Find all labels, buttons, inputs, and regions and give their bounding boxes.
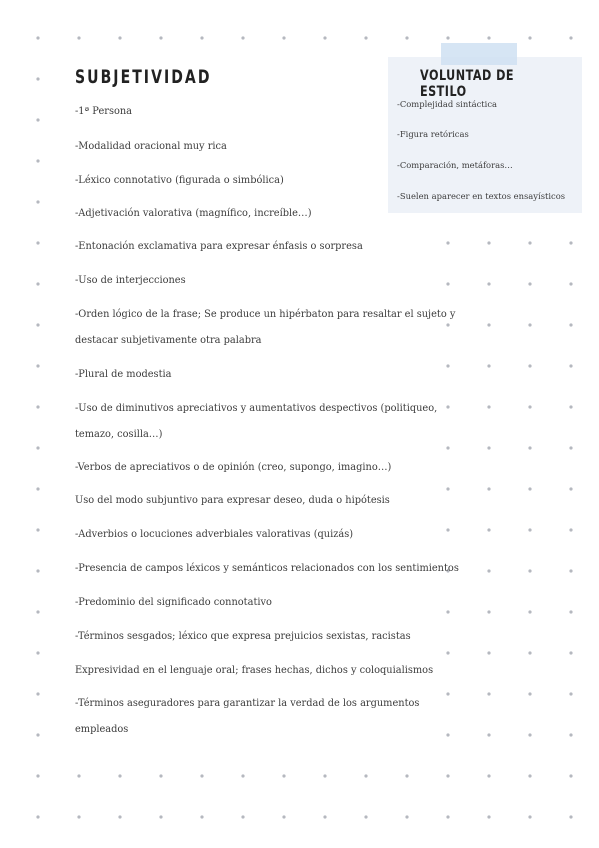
grid-dot	[446, 528, 449, 531]
grid-dot	[36, 77, 39, 80]
grid-dot	[569, 651, 572, 654]
grid-dot	[36, 405, 39, 408]
grid-dot	[77, 774, 80, 777]
grid-dot	[323, 815, 326, 818]
grid-dot	[446, 36, 449, 39]
grid-dot	[282, 36, 285, 39]
grid-dot	[36, 487, 39, 490]
grid-dot	[446, 446, 449, 449]
grid-dot	[487, 446, 490, 449]
grid-dot	[487, 487, 490, 490]
grid-dot	[487, 733, 490, 736]
list-item: -Plural de modestia	[75, 369, 172, 380]
grid-dot	[487, 651, 490, 654]
grid-dot	[528, 36, 531, 39]
grid-dot	[241, 36, 244, 39]
washi-tape	[441, 43, 517, 65]
grid-dot	[405, 774, 408, 777]
grid-dot	[36, 815, 39, 818]
list-item: temazo, cosilla…)	[75, 429, 163, 440]
grid-dot	[36, 282, 39, 285]
grid-dot	[569, 815, 572, 818]
grid-dot	[36, 569, 39, 572]
grid-dot	[528, 446, 531, 449]
grid-dot	[528, 651, 531, 654]
grid-dot	[528, 692, 531, 695]
grid-dot	[446, 487, 449, 490]
grid-dot	[528, 487, 531, 490]
grid-dot	[446, 692, 449, 695]
list-item: -Presencia de campos léxicos y semánticos relacionados con los sentimientos	[75, 563, 459, 574]
grid-dot	[36, 651, 39, 654]
grid-dot	[405, 815, 408, 818]
grid-dot	[36, 692, 39, 695]
list-item: Uso del modo subjuntivo para expresar deseo, duda o hipótesis	[75, 495, 390, 506]
grid-dot	[36, 774, 39, 777]
grid-dot	[241, 774, 244, 777]
list-item: -Adverbios o locuciones adverbiales valorativas (quizás)	[75, 529, 354, 540]
grid-dot	[487, 692, 490, 695]
list-item: -Léxico connotativo (figurada o simbólica)	[75, 175, 284, 186]
grid-dot	[569, 446, 572, 449]
list-item: Expresividad en el lenguaje oral; frases hechas, dichos y coloquialismos	[75, 665, 434, 676]
grid-dot	[446, 364, 449, 367]
grid-dot	[282, 815, 285, 818]
grid-dot	[36, 610, 39, 613]
grid-dot	[487, 323, 490, 326]
grid-dot	[569, 282, 572, 285]
grid-dot	[200, 774, 203, 777]
grid-dot	[528, 774, 531, 777]
grid-dot	[446, 405, 449, 408]
list-item: -Términos aseguradores para garantizar la verdad de los argumentos	[75, 698, 420, 709]
list-item: -Entonación exclamativa para expresar énfasis o sorpresa	[75, 241, 363, 252]
list-item: destacar subjetivamente otra palabra	[75, 335, 262, 346]
grid-dot	[36, 733, 39, 736]
grid-dot	[569, 610, 572, 613]
grid-dot	[487, 405, 490, 408]
grid-dot	[77, 815, 80, 818]
grid-dot	[569, 241, 572, 244]
grid-dot	[323, 36, 326, 39]
grid-dot	[487, 528, 490, 531]
grid-dot	[36, 323, 39, 326]
grid-dot	[569, 733, 572, 736]
grid-dot	[569, 487, 572, 490]
grid-dot	[487, 36, 490, 39]
list-item: -Términos sesgados; léxico que expresa prejuicios sexistas, racistas	[75, 631, 411, 642]
side-list-item: -Comparación, metáforas…	[397, 160, 513, 170]
grid-dot	[446, 774, 449, 777]
grid-dot	[323, 774, 326, 777]
grid-dot	[487, 282, 490, 285]
grid-dot	[487, 815, 490, 818]
grid-dot	[528, 405, 531, 408]
grid-dot	[36, 446, 39, 449]
grid-dot	[36, 36, 39, 39]
grid-dot	[446, 815, 449, 818]
grid-dot	[446, 651, 449, 654]
side-list-item: -Figura retóricas	[397, 129, 469, 139]
grid-dot	[36, 364, 39, 367]
grid-dot	[364, 774, 367, 777]
grid-dot	[569, 528, 572, 531]
grid-dot	[446, 282, 449, 285]
grid-dot	[528, 815, 531, 818]
grid-dot	[569, 405, 572, 408]
grid-dot	[159, 36, 162, 39]
grid-dot	[200, 36, 203, 39]
grid-dot	[528, 528, 531, 531]
grid-dot	[159, 774, 162, 777]
grid-dot	[36, 200, 39, 203]
grid-dot	[118, 815, 121, 818]
grid-dot	[528, 323, 531, 326]
list-item: -Predominio del significado connotativo	[75, 597, 272, 608]
grid-dot	[77, 36, 80, 39]
grid-dot	[569, 364, 572, 367]
grid-dot	[487, 610, 490, 613]
grid-dot	[446, 733, 449, 736]
grid-dot	[364, 36, 367, 39]
grid-dot	[487, 364, 490, 367]
grid-dot	[241, 815, 244, 818]
grid-dot	[36, 528, 39, 531]
grid-dot	[282, 774, 285, 777]
grid-dot	[364, 815, 367, 818]
list-item: -Adjetivación valorativa (magnífico, increíble…)	[75, 208, 312, 219]
grid-dot	[118, 774, 121, 777]
list-item: -Orden lógico de la frase; Se produce un hipérbaton para resaltar el sujeto y	[75, 309, 456, 320]
list-item: -Verbos de apreciativos o de opinión (creo, supongo, imagino…)	[75, 462, 392, 473]
grid-dot	[569, 692, 572, 695]
grid-dot	[569, 36, 572, 39]
list-item: -1ª Persona	[75, 106, 133, 117]
grid-dot	[36, 241, 39, 244]
grid-dot	[528, 733, 531, 736]
list-item: -Modalidad oracional muy rica	[75, 141, 227, 152]
grid-dot	[118, 36, 121, 39]
grid-dot	[446, 610, 449, 613]
list-item: empleados	[75, 724, 129, 735]
grid-dot	[528, 282, 531, 285]
grid-dot	[200, 815, 203, 818]
grid-dot	[36, 159, 39, 162]
grid-dot	[528, 241, 531, 244]
side-list-item: -Suelen aparecer en textos ensayísticos	[397, 191, 566, 201]
grid-dot	[528, 610, 531, 613]
grid-dot	[487, 241, 490, 244]
grid-dot	[569, 569, 572, 572]
grid-dot	[487, 774, 490, 777]
grid-dot	[487, 569, 490, 572]
grid-dot	[569, 774, 572, 777]
grid-dot	[528, 364, 531, 367]
grid-dot	[528, 569, 531, 572]
grid-dot	[446, 241, 449, 244]
list-item: -Uso de diminutivos apreciativos y aumentativos despectivos (politiqueo,	[75, 403, 438, 414]
grid-dot	[159, 815, 162, 818]
grid-dot	[569, 323, 572, 326]
list-item: -Uso de interjecciones	[75, 275, 186, 286]
side-list-item: -Complejidad sintáctica	[397, 99, 498, 109]
grid-dot	[405, 36, 408, 39]
grid-dot	[36, 118, 39, 121]
side-heading: VOLUNTAD DE ESTILO	[420, 68, 515, 100]
main-heading: SUBJETIVIDAD	[75, 66, 212, 88]
